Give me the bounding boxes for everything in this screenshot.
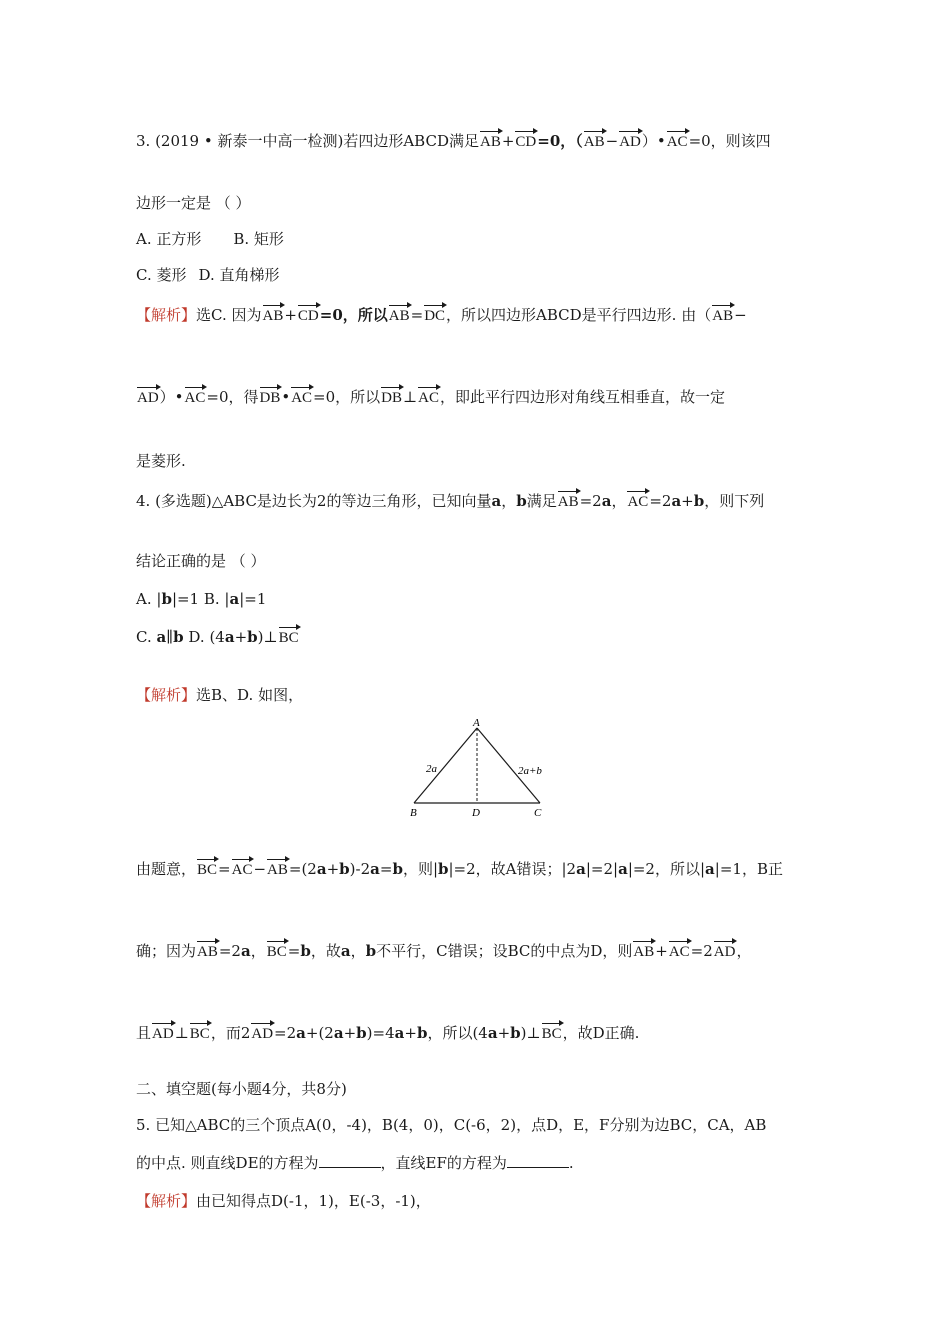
text: ， xyxy=(501,492,517,510)
text: − xyxy=(253,860,267,878)
text: = xyxy=(287,942,301,960)
text: 确；因为 xyxy=(136,942,197,960)
section-heading: 二、填空题(每小题4分，共8分) xyxy=(136,1080,347,1098)
vector-a: a xyxy=(487,1024,498,1042)
text: . xyxy=(568,1154,574,1172)
vector-b: b xyxy=(173,628,184,646)
label-b: B xyxy=(410,807,417,819)
option-d: D. 直角梯形 xyxy=(198,266,280,284)
vector-ab: AB xyxy=(480,131,501,153)
vector-cd: CD xyxy=(298,305,319,327)
label-d: D xyxy=(472,807,480,819)
q4-solution-line1 xyxy=(136,858,783,881)
q4-solution-line2 xyxy=(136,940,751,963)
q5-solution-line1 xyxy=(136,1190,431,1212)
label-2a-plus-b: 2a+b xyxy=(518,765,542,777)
vector-db: DB xyxy=(381,387,402,409)
option-c: C. 菱形 xyxy=(136,266,187,284)
text: C. xyxy=(136,628,157,646)
text: 3. (2019 • 新泰一中高一检测)若四边形ABCD满足 xyxy=(136,132,479,150)
vector-a: a xyxy=(316,860,327,878)
text: − xyxy=(734,306,747,324)
text: +(2 xyxy=(305,1024,334,1042)
vector-ac: AC xyxy=(291,387,312,409)
vector-b: b xyxy=(438,860,449,878)
text: |=1 B. | xyxy=(171,590,230,608)
text: + xyxy=(343,1024,357,1042)
text: − xyxy=(605,132,619,150)
option-a: A. 正方形 xyxy=(136,230,202,248)
vector-a: a xyxy=(618,860,628,878)
text: ， xyxy=(736,942,752,960)
vector-bc: BC xyxy=(267,941,287,963)
vector-a: a xyxy=(576,860,586,878)
vector-bc: BC xyxy=(279,627,299,649)
text: =0，则该四 xyxy=(688,132,771,150)
text: ， xyxy=(350,942,366,960)
text: )-2 xyxy=(349,860,371,878)
answer-blank-2[interactable] xyxy=(507,1153,569,1168)
vector-ac: AC xyxy=(418,387,439,409)
text: =2 xyxy=(218,942,241,960)
vector-b: b xyxy=(339,860,350,878)
vector-ac: AC xyxy=(627,491,648,513)
text: 由已知得点D(-1，1)，E(-3，-1)， xyxy=(196,1192,431,1210)
label-2a: 2a xyxy=(426,763,437,775)
vector-a: a xyxy=(333,1024,344,1042)
text: ， xyxy=(611,492,627,510)
q4-solution-line0 xyxy=(136,684,303,706)
vector-ac: AC xyxy=(669,941,690,963)
vector-ab: AB xyxy=(633,941,654,963)
text: + xyxy=(501,132,515,150)
text: 选B、D. 如图， xyxy=(196,686,304,704)
text: )⊥ xyxy=(520,1024,541,1042)
text: 且 xyxy=(136,1024,152,1042)
vector-bc: BC xyxy=(197,859,217,881)
text: 4. (多选题)△ABC是边长为2的等边三角形，已知向量 xyxy=(136,492,492,510)
vector-ad: AD xyxy=(714,941,736,963)
text: =(2 xyxy=(288,860,317,878)
vector-b: b xyxy=(300,942,311,960)
vector-b: b xyxy=(510,1024,521,1042)
text: ，所以四边形ABCD是平行四边形. 由（ xyxy=(446,306,712,324)
analysis-tag: 【解析】 xyxy=(136,1192,197,1210)
vector-b: b xyxy=(693,492,705,510)
vector-b: b xyxy=(161,590,172,608)
vector-ab: AB xyxy=(712,305,733,327)
q4-line1 xyxy=(136,490,764,513)
answer-blank-1[interactable] xyxy=(319,1153,381,1168)
q5-line2 xyxy=(136,1152,574,1174)
vector-ad: AD xyxy=(619,131,641,153)
q3-options-cd xyxy=(136,264,280,286)
vector-bc: BC xyxy=(542,1023,562,1045)
vector-a: a xyxy=(340,942,351,960)
vector-a: a xyxy=(229,590,240,608)
text: ，所以(4 xyxy=(427,1024,488,1042)
vector-ab: AB xyxy=(197,941,218,963)
text: ，直线EF的方程为 xyxy=(380,1154,507,1172)
vector-b: b xyxy=(365,942,377,960)
side-ab xyxy=(414,728,477,803)
text: + xyxy=(284,306,297,324)
vector-a: a xyxy=(296,1024,306,1042)
text: ，而2 xyxy=(210,1024,251,1042)
text: + xyxy=(326,860,340,878)
text: =2 xyxy=(579,492,602,510)
vector-ab: AB xyxy=(584,131,605,153)
vector-ad: AD xyxy=(251,1023,273,1045)
text: 由题意， xyxy=(136,860,197,878)
vector-a: a xyxy=(224,628,235,646)
text: ，则下列 xyxy=(704,492,765,510)
vector-a: a xyxy=(671,492,682,510)
vector-b: b xyxy=(392,860,403,878)
vector-b: b xyxy=(516,492,527,510)
vector-a: a xyxy=(370,860,380,878)
q3-solution-line1 xyxy=(136,304,747,327)
q3-line1 xyxy=(136,130,771,153)
text: =0，所以 xyxy=(319,306,388,324)
text: ，则| xyxy=(402,860,438,878)
text: = xyxy=(218,860,231,878)
text: 不平行，C错误；设BC的中点为D，则 xyxy=(376,942,633,960)
q4-line2: 结论正确的是 （ ） xyxy=(136,552,266,570)
text: = xyxy=(379,860,393,878)
text: ⊥ xyxy=(403,388,418,406)
text: = xyxy=(410,306,424,324)
text: + xyxy=(404,1024,417,1042)
text: =0，（ xyxy=(537,132,583,150)
text: ）• xyxy=(641,132,666,150)
q3-solution-line3: 是菱形. xyxy=(136,452,186,470)
vector-ac: AC xyxy=(667,131,688,153)
vector-b: b xyxy=(247,628,258,646)
q4-options-cd xyxy=(136,626,300,649)
text: + xyxy=(655,942,668,960)
text: ）• xyxy=(159,388,184,406)
text: ， xyxy=(250,942,266,960)
text: • xyxy=(281,388,291,406)
vector-a: a xyxy=(705,860,715,878)
text: |=1，B正 xyxy=(714,860,783,878)
vector-bc: BC xyxy=(190,1023,210,1045)
q3-solution-line2 xyxy=(136,386,725,409)
text: =2 xyxy=(649,492,672,510)
vector-ab: AB xyxy=(263,305,284,327)
text: ，故 xyxy=(310,942,341,960)
text: =0，所以 xyxy=(313,388,381,406)
q4-solution-line3 xyxy=(136,1022,639,1045)
text: 满足 xyxy=(526,492,557,510)
triangle-figure xyxy=(400,714,560,824)
vector-ab: AB xyxy=(558,491,579,513)
vector-db: DB xyxy=(260,387,281,409)
vector-a: a xyxy=(240,942,251,960)
text: 的中点. 则直线DE的方程为 xyxy=(136,1154,319,1172)
text: A. | xyxy=(136,590,162,608)
vector-ac: AC xyxy=(185,387,206,409)
vector-ad: AD xyxy=(137,387,159,409)
text: )=4 xyxy=(366,1024,395,1042)
text: + xyxy=(234,628,248,646)
vector-ab: AB xyxy=(267,859,288,881)
text: =2 xyxy=(274,1024,297,1042)
text: =2 xyxy=(690,942,713,960)
option-b: B. 矩形 xyxy=(233,230,284,248)
text: |=2，故A错误；|2 xyxy=(448,860,577,878)
text: + xyxy=(681,492,694,510)
text: ，即此平行四边形对角线互相垂直，故一定 xyxy=(439,388,725,406)
q5-line1: 5. 已知△ABC的三个顶点A(0，-4)，B(4，0)，C(-6，2)，点D，E，F分别为边BC，CA，AB xyxy=(136,1116,767,1134)
vector-a: a xyxy=(156,628,167,646)
text: =0，得 xyxy=(206,388,259,406)
text: |=2，所以| xyxy=(627,860,706,878)
text: D. (4 xyxy=(183,628,225,646)
analysis-tag: 【解析】 xyxy=(136,306,197,324)
vector-ab: AB xyxy=(389,305,410,327)
text: ⊥ xyxy=(174,1024,189,1042)
text: + xyxy=(497,1024,511,1042)
vector-a: a xyxy=(491,492,502,510)
vector-ad: AD xyxy=(152,1023,174,1045)
text: 选C. 因为 xyxy=(196,306,262,324)
vector-a: a xyxy=(394,1024,405,1042)
label-a: A xyxy=(473,717,480,729)
text: ∥ xyxy=(166,628,174,646)
vector-ac: AC xyxy=(232,859,253,881)
vector-a: a xyxy=(601,492,612,510)
label-c: C xyxy=(534,807,542,819)
text: )⊥ xyxy=(257,628,278,646)
q4-options-ab xyxy=(136,588,266,610)
vector-cd: CD xyxy=(515,131,536,153)
q3-options-ab xyxy=(136,228,284,250)
vector-b: b xyxy=(356,1024,367,1042)
text: |=1 xyxy=(239,590,267,608)
text: ，故D正确. xyxy=(562,1024,640,1042)
q3-line2: 边形一定是 （ ） xyxy=(136,194,251,212)
vector-dc: DC xyxy=(424,305,445,327)
analysis-tag: 【解析】 xyxy=(136,686,197,704)
vector-b: b xyxy=(416,1024,428,1042)
text: |=2| xyxy=(585,860,619,878)
